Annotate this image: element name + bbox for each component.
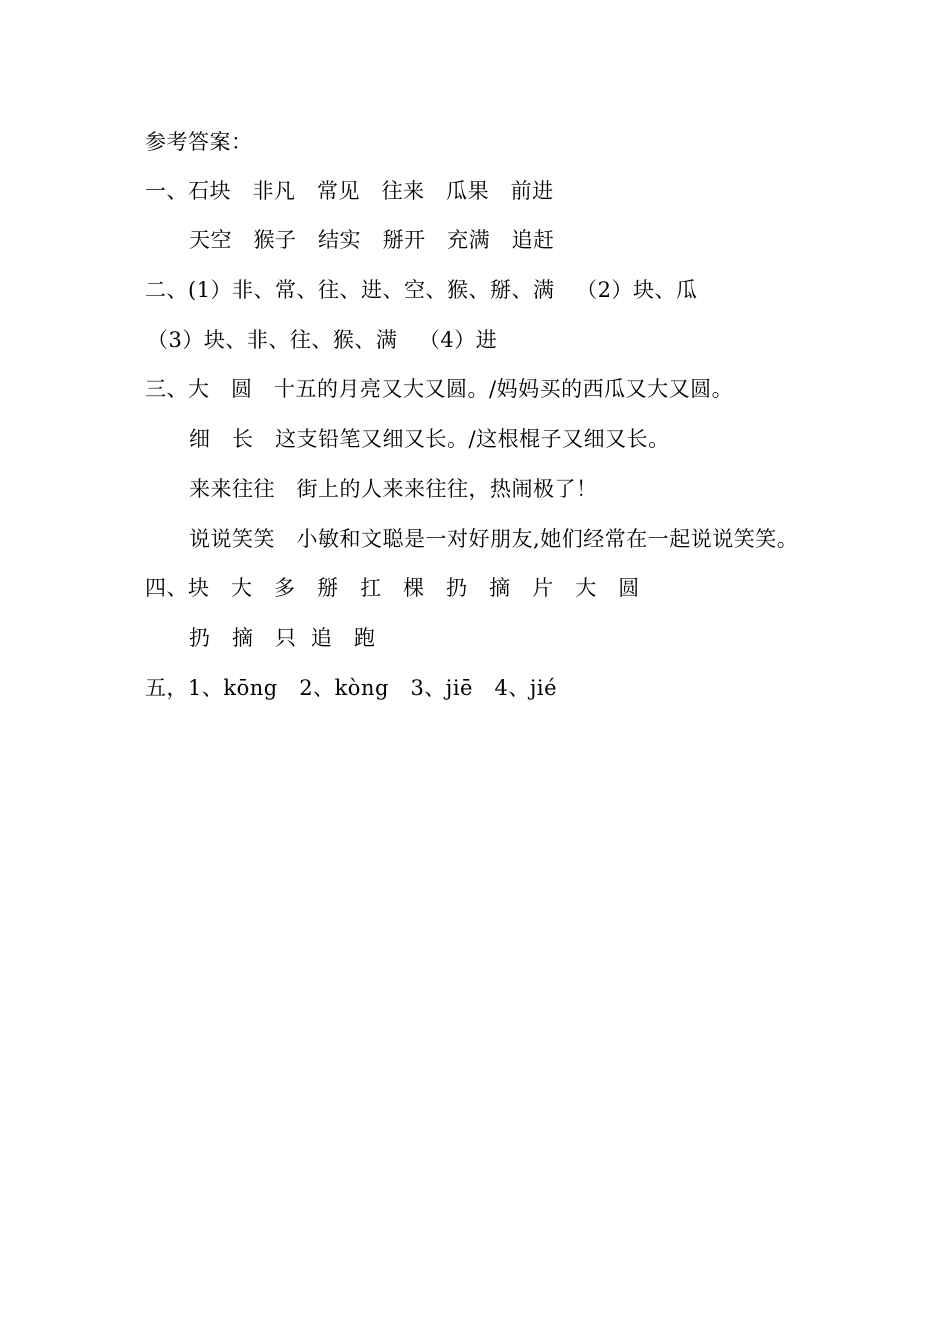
section3-line3: 来来往往 街上的人来来往往，热闹极了！ [189,477,598,501]
section3-line1: 三、大 圆 十五的月亮又大又圆。/妈妈买的西瓜又大又圆。 [145,377,734,401]
answer-heading: 参考答案： [145,130,253,154]
section3-line4: 说说笑笑 小敏和文聪是一对好朋友,她们经常在一起说说笑笑。 [189,527,799,551]
section1-line2: 天空 猴子 结实 掰开 充满 追赶 [189,228,555,252]
section4-line2: 扔 摘 只 追 跑 [189,626,376,650]
section4-line1: 四、块 大 多 掰 扛 棵 扔 摘 片 大 圆 [145,576,640,600]
section3-line2: 细 长 这支铅笔又细又长。/这根棍子又细又长。 [189,427,670,451]
section5-line1: 五，1、kōng 2、kòng 3、jiē 4、jié [145,676,558,700]
section1-line1: 一、石块 非凡 常见 往来 瓜果 前进 [145,179,554,203]
section2-line1: 二、(1）非、常、往、进、空、猴、掰、满 （2）块、瓜 [145,278,698,302]
section2-line2: （3）块、非、往、猴、满 （4）进 [147,328,498,352]
